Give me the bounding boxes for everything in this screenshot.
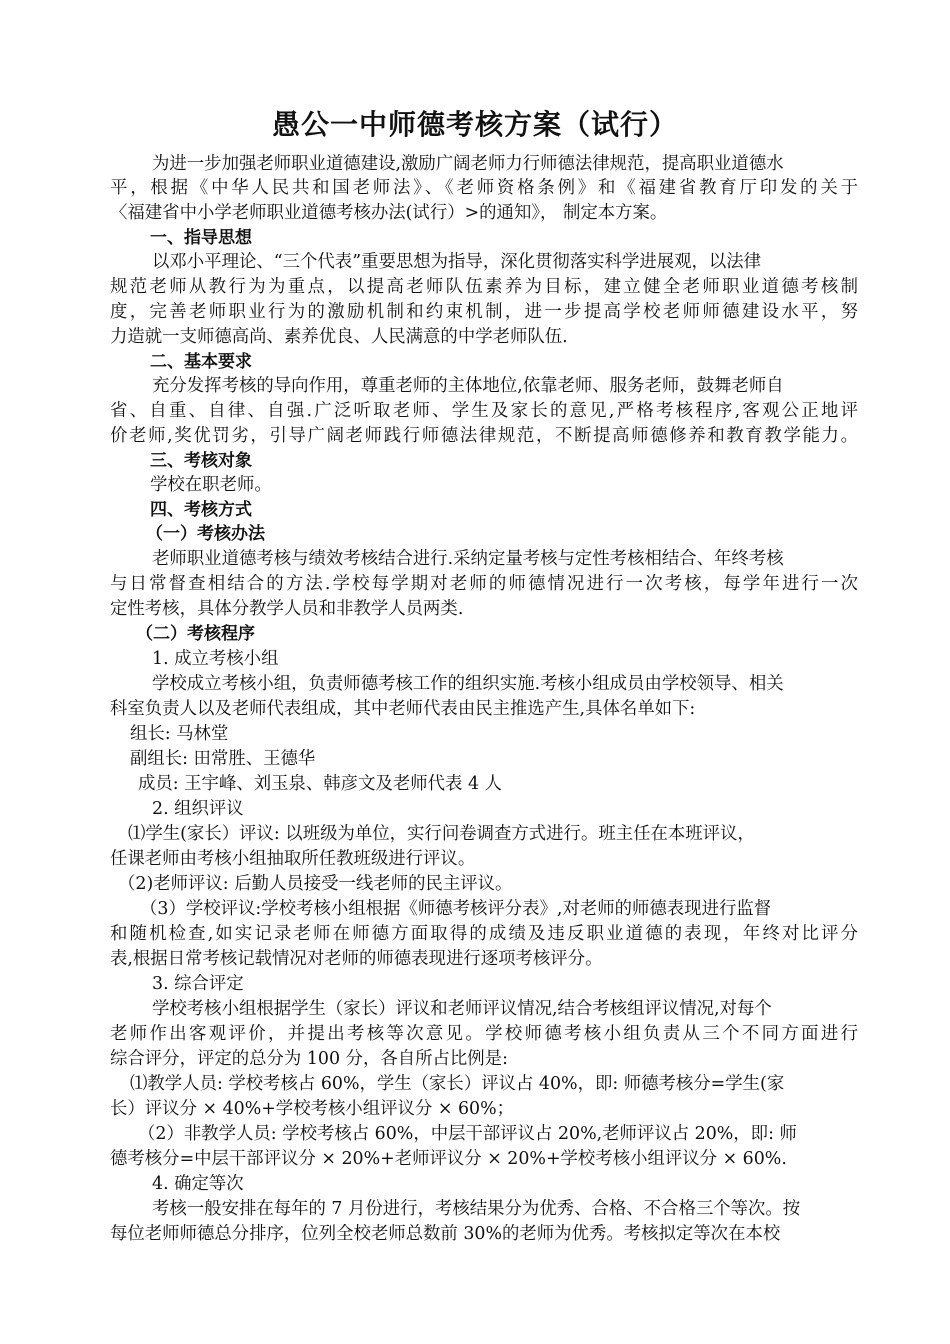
leader-line: 组长: 马林堂 <box>130 724 229 744</box>
paragraph-line: 以邓小平理论、“三个代表”重要思想为指导，深化贯彻落实科学进展观，以法律 <box>152 252 762 272</box>
intro-line: 〈福建省中小学老师职业道德考核办法(试行）>的通知》， 制定本方案。 <box>110 203 668 223</box>
paragraph-line: 学校成立考核小组，负责师德考核工作的组织实施.考核小组成员由学校领导、相关 <box>152 674 784 694</box>
paragraph-line: ⑴教学人员: 学校考核占 60%，学生（家长）评议占 40%，即: 师德考核分=学生(家 <box>130 1074 785 1094</box>
item-title: 4. 确定等次 <box>152 1174 244 1194</box>
paragraph-line: 老师作出客观评价，并提出考核等次意见。学校师德考核小组负责从三个不同方面进行 <box>110 1024 858 1044</box>
paragraph-line: 德考核分=中层干部评议分 × 20%+老师评议分 × 20%+学校考核小组评议分 × 60%. <box>110 1149 787 1169</box>
paragraph-line: （3）学校评议:学校考核小组根据《师德考核评分表》,对老师的师德表现进行监督 <box>140 899 772 919</box>
paragraph-line: 表,根据日常考核记载情况对老师的师德表现进行逐项考核评分。 <box>110 949 603 969</box>
paragraph-line: 定性考核，具体分教学人员和非教学人员两类. <box>110 599 464 619</box>
section-heading: 三、考核对象 <box>150 451 252 471</box>
paragraph-line: ⑴学生(家长）评议: 以班级为单位，实行问卷调查方式进行。班主任在本班评议， <box>128 824 755 844</box>
paragraph-line: 度，完善老师职业行为的激励机制和约束机制，进一步提高学校老师师德建设水平，努 <box>110 302 858 322</box>
paragraph-line: 科室负责人以及老师代表组成，其中老师代表由民主推选产生,具体名单如下: <box>110 699 696 719</box>
paragraph-line: 规范老师从教行为为重点，以提高老师队伍素养为目标，建立健全老师职业道德考核制 <box>110 277 858 297</box>
paragraph-line: 每位老师师德总分排序，位列全校老师总数前 30%的老师为优秀。考核拟定等次在本校 <box>110 1224 781 1244</box>
paragraph-line: 长）评议分 × 40%+学校考核小组评议分 × 60%； <box>110 1099 514 1119</box>
item-title: 2. 组织评议 <box>152 799 244 819</box>
section-heading: 一、指导思想 <box>150 228 252 248</box>
paragraph-line: 老师职业道德考核与绩效考核结合进行.采纳定量考核与定性考核相结合、年终考核 <box>152 549 784 569</box>
paragraph-line: 任课老师由考核小组抽取所任教班级进行评议。 <box>110 849 476 869</box>
members-line: 成员: 王宇峰、刘玉泉、韩彦文及老师代表 4 人 <box>138 774 502 794</box>
subsection-heading: （二）考核程序 <box>136 624 255 644</box>
item-title: 1. 成立考核小组 <box>152 649 279 669</box>
intro-line: 平，根据《中华人民共和国老师法》、《老师资格条例》和《福建省教育厅印发的关于 <box>110 178 858 198</box>
paragraph-line: 价老师,奖优罚劣，引导广阔老师践行师德法律规范，不断提高师德修养和教育教学能力。 <box>110 426 858 446</box>
intro-line: 为进一步加强老师职业道德建设,激励广阔老师力行师德法律规范，提高职业道德水 <box>152 154 784 174</box>
paragraph-line: 考核一般安排在每年的 7 月份进行，考核结果分为优秀、合格、不合格三个等次。按 <box>152 1199 801 1219</box>
paragraph-line: 综合评分，评定的总分为 100 分，各自所占比例是: <box>110 1049 508 1069</box>
paragraph-line: 与日常督查相结合的方法.学校每学期对老师的师德情况进行一次考核，每学年进行一次 <box>110 574 858 594</box>
paragraph-line: 充分发挥考核的导向作用，尊重老师的主体地位,依靠老师、服务老师，鼓舞老师自 <box>152 376 784 396</box>
section-heading: 四、考核方式 <box>150 500 252 520</box>
item-title: 3. 综合评定 <box>152 974 244 994</box>
paragraph-line: 学校考核小组根据学生（家长）评议和老师评议情况,结合考核组评议情况,对每个 <box>152 999 772 1019</box>
paragraph-line: 省、自重、自律、自强.广泛听取老师、学生及家长的意见,严格考核程序,客观公正地评 <box>110 401 858 421</box>
paragraph-line: （2)老师评议: 后勤人员接受一线老师的民主评议。 <box>118 874 513 894</box>
subsection-heading: （一）考核办法 <box>146 524 265 544</box>
paragraph-line: 和随机检查,如实记录老师在师德方面取得的成绩及违反职业道德的表现，年终对比评分 <box>110 924 858 944</box>
vice-leader-line: 副组长: 田常胜、王德华 <box>130 749 316 769</box>
paragraph-line: （2）非教学人员: 学校考核占 60%，中层干部评议占 20%,老师评议占 20%，即: 师 <box>138 1124 797 1144</box>
paragraph-line: 学校在职老师。 <box>150 475 272 495</box>
document-title: 愚公一中师德考核方案（试行） <box>271 108 678 141</box>
paragraph-line: 力造就一支师德高尚、素养优良、人民满意的中学老师队伍. <box>110 327 568 347</box>
section-heading: 二、基本要求 <box>150 352 252 372</box>
